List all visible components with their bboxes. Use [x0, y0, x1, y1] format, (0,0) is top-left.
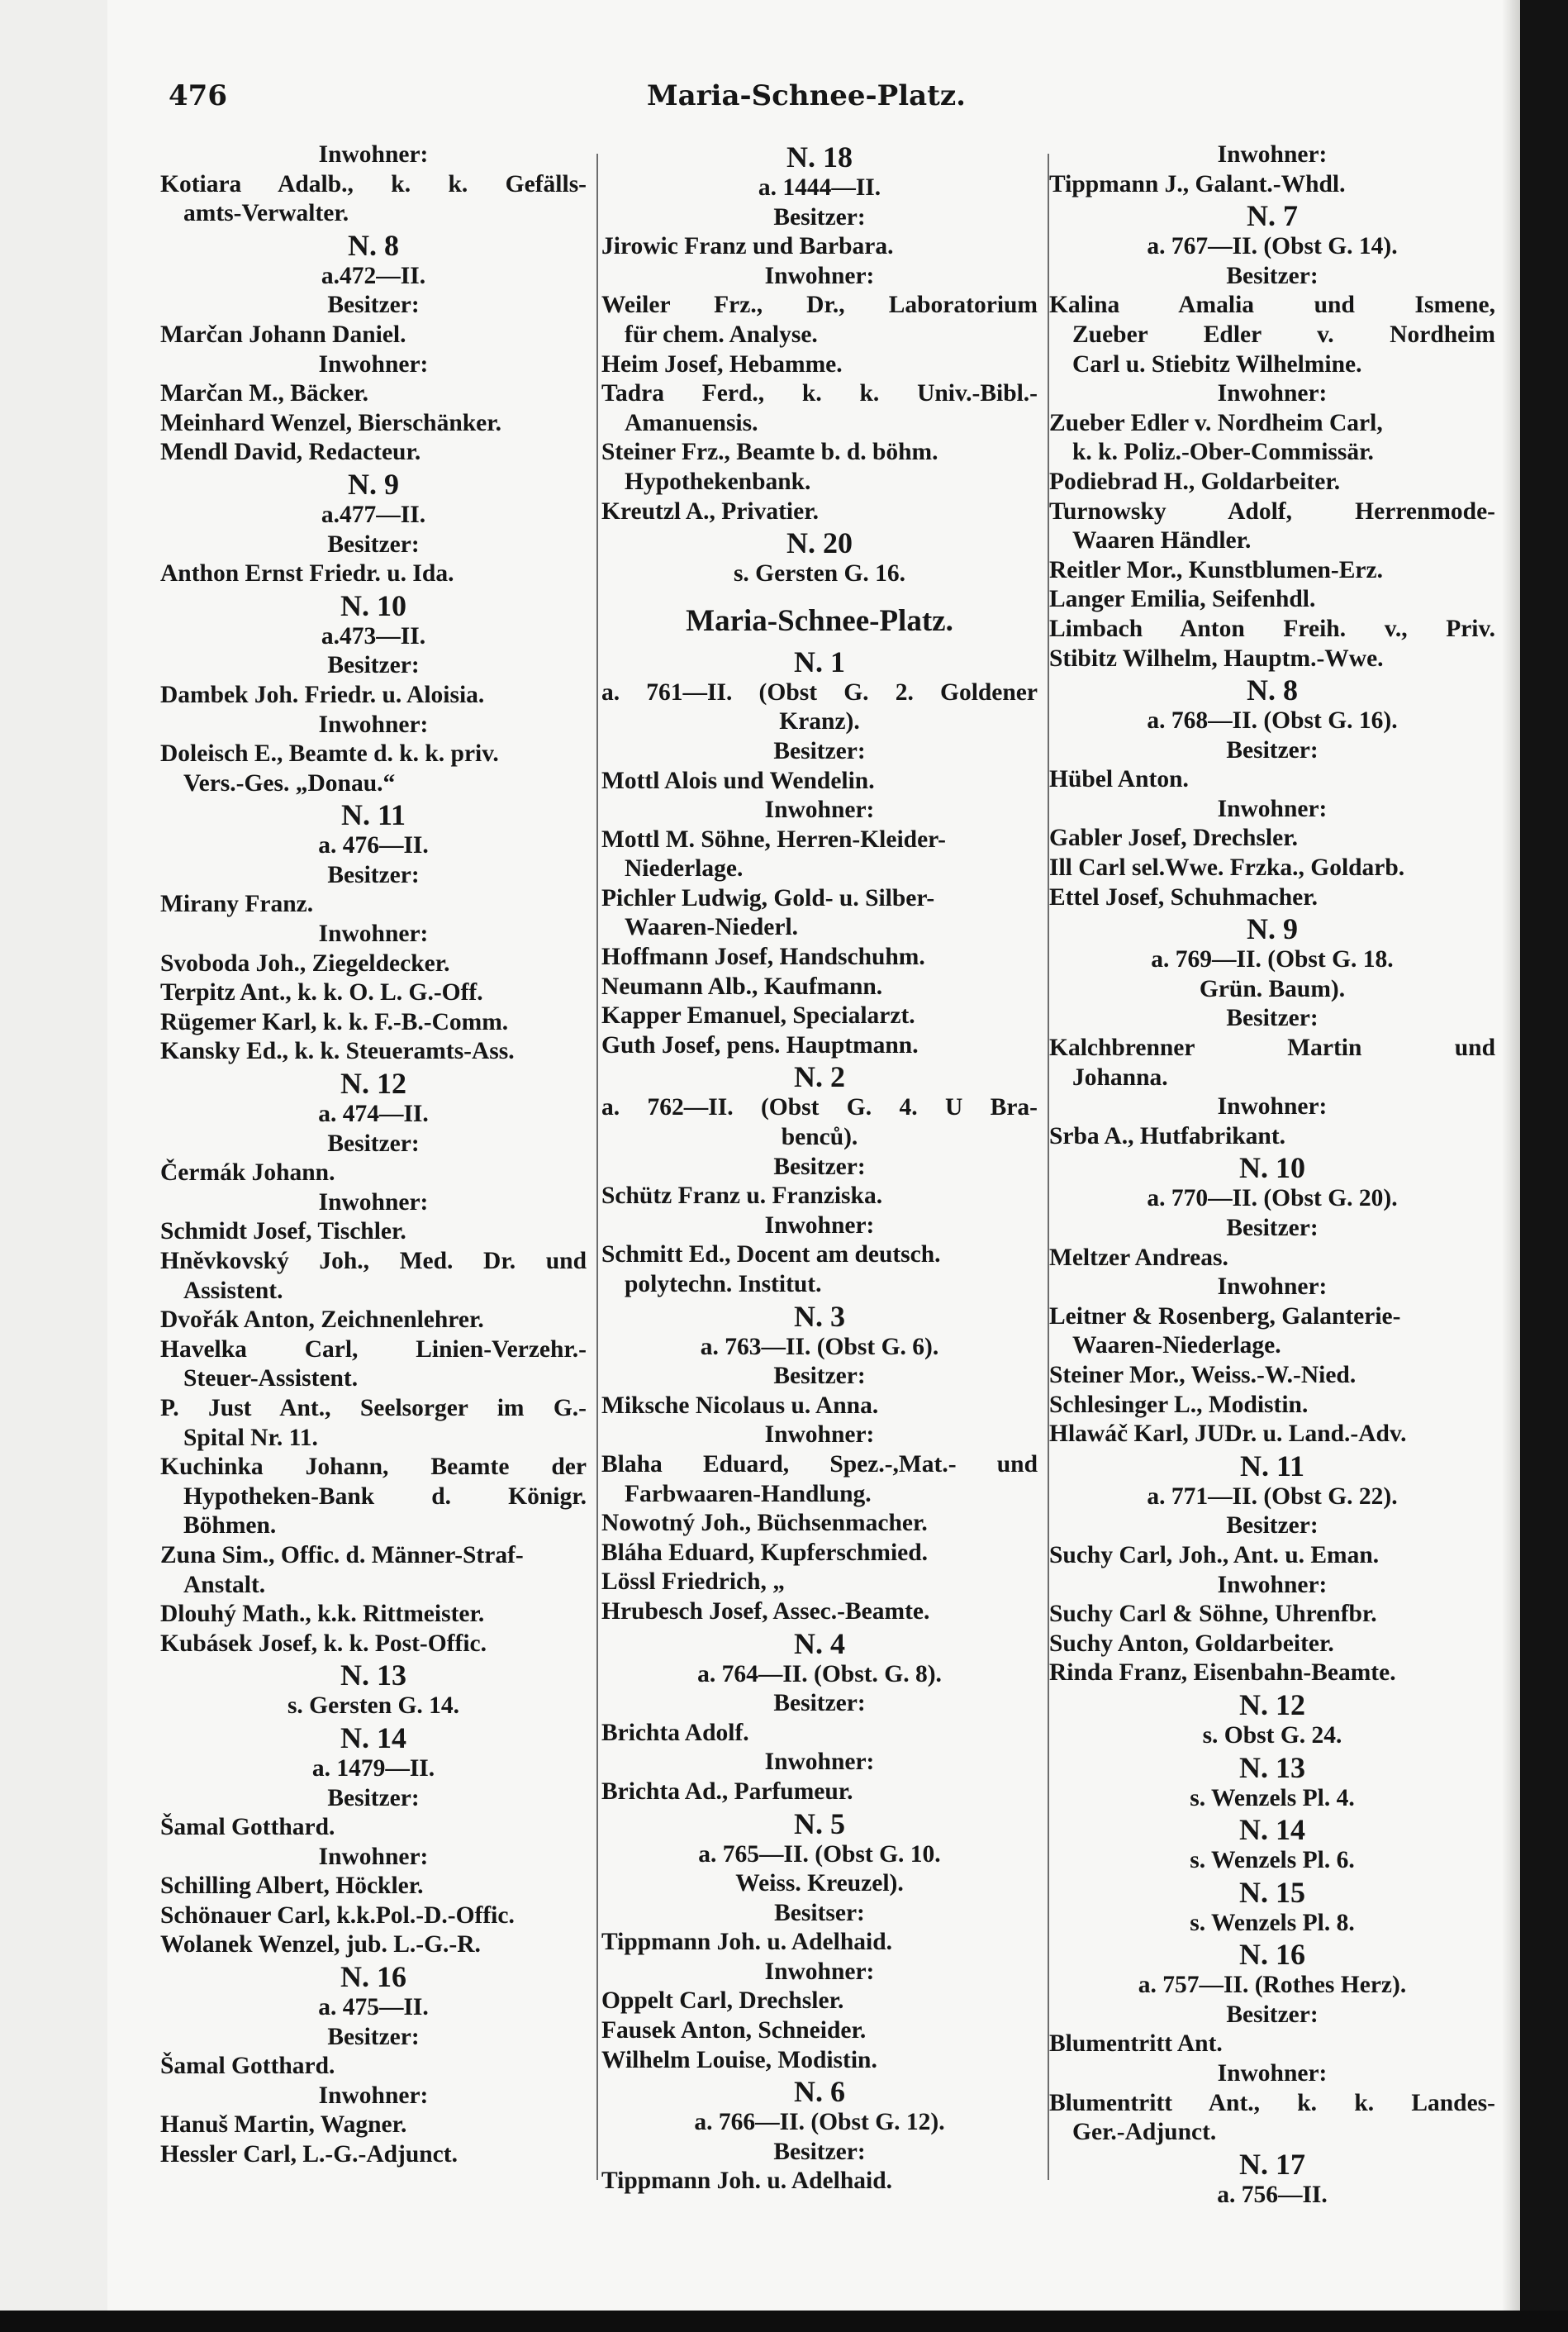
role-label: Inwohner:: [1217, 1093, 1328, 1121]
section-heading: Maria-Schnee-Platz.: [686, 603, 953, 638]
entry-line: Brichta Ad., Parfumeur.: [601, 1778, 853, 1805]
entry-line: k. k. Poliz.-Ober-Commissär.: [1072, 439, 1374, 466]
entry-line: Tadra Ferd., k. k. Univ.-Bibl.-: [601, 380, 1038, 407]
entry-line: Zueber Edler v. Nordheim Carl,: [1049, 409, 1383, 436]
entry-line: polytechn. Institut.: [625, 1271, 822, 1297]
entry-line: Hněvkovský Joh., Med. Dr. und: [160, 1248, 587, 1274]
entry-line: Kubásek Josef, k. k. Post-Offic.: [160, 1630, 487, 1657]
address-reference: a.472—II.: [321, 262, 426, 289]
role-label: Inwohner:: [318, 2082, 429, 2109]
entry-line: Suchy Carl, Joh., Ant. u. Eman.: [1049, 1541, 1380, 1568]
entry-line: Srba A., Hutfabrikant.: [1049, 1122, 1286, 1149]
role-label: Inwohner:: [1217, 1273, 1328, 1301]
entry-line: Ger.-Adjunct.: [1072, 2119, 1217, 2146]
entry-line: amts-Verwalter.: [183, 200, 349, 227]
role-label: Besitzer:: [773, 737, 866, 764]
role-label: Besitzer:: [1226, 1005, 1319, 1032]
role-label: Inwohner:: [1217, 795, 1328, 822]
entry-line: Oppelt Carl, Drechsler.: [601, 1987, 844, 2015]
entry-line: Grün. Baum).: [1199, 975, 1346, 1002]
entry-line: Mendl David, Redacteur.: [160, 439, 421, 466]
entry-line: Kalchbrenner Martin und: [1049, 1035, 1495, 1062]
role-label: Inwohner:: [1217, 380, 1328, 407]
house-number-heading: N. 8: [1247, 673, 1298, 707]
role-label: Inwohner:: [764, 262, 875, 289]
role-label: Inwohner:: [318, 921, 429, 948]
house-number-heading: N. 11: [1239, 1449, 1304, 1482]
entry-line: Mottl M. Söhne, Herren-Kleider-: [601, 826, 946, 853]
entry-line: Hrubesch Josef, Assec.-Beamte.: [601, 1597, 930, 1625]
entry-line: Kalina Amalia und Ismene,: [1049, 292, 1495, 319]
role-label: Besitzer:: [327, 2023, 420, 2050]
entry-line: Wilhelm Louise, Modistin.: [601, 2046, 877, 2073]
directory-column-middle: [601, 140, 1038, 2196]
entry-line: Waaren-Niederl.: [625, 914, 799, 941]
page-number: 476: [169, 79, 227, 112]
entry-line: Waaren Händler.: [1072, 527, 1252, 554]
house-number-heading: N. 17: [1239, 2147, 1305, 2181]
entry-line: für chem. Analyse.: [625, 321, 818, 348]
scan-border-bottom: [0, 2311, 1568, 2332]
entry-line: Weiler Frz., Dr., Laboratorium: [601, 292, 1038, 319]
role-label: Besitzer:: [1226, 262, 1319, 289]
address-reference: a. 474—II.: [318, 1101, 429, 1128]
house-number-heading: N. 6: [794, 2075, 845, 2109]
entry-line: Anstalt.: [183, 1571, 266, 1598]
address-reference: a. 769—II. (Obst G. 18.: [1151, 946, 1394, 973]
entry-line: Anthon Ernst Friedr. u. Ida.: [160, 560, 454, 588]
entry-line: Meinhard Wenzel, Bierschänker.: [160, 409, 501, 436]
role-label: Besitzer:: [1226, 736, 1319, 764]
role-label: Inwohner:: [1217, 1571, 1328, 1598]
column-rule-left: [596, 154, 598, 2180]
address-reference: s. Obst G. 24.: [1202, 1721, 1342, 1749]
entry-line: Šamal Gotthard.: [160, 1814, 335, 1841]
entry-line: Turnowsky Adolf, Herrenmode-: [1049, 497, 1495, 525]
role-label: Besitzer:: [327, 292, 420, 319]
entry-line: Rinda Franz, Eisenbahn-Beamte.: [1049, 1659, 1396, 1687]
directory-column-left: [160, 140, 587, 2170]
entry-line: Leitner & Rosenberg, Galanterie-: [1049, 1302, 1401, 1330]
entry-line: Vers.-Ges. „Donau.“: [183, 769, 396, 797]
role-label: Besitser:: [774, 1899, 865, 1926]
entry-line: Dambek Joh. Friedr. u. Aloisia.: [160, 681, 485, 708]
house-number-heading: N. 14: [1239, 1813, 1305, 1847]
entry-line: Lössl Friedrich, „: [601, 1568, 786, 1596]
role-label: Besitzer:: [773, 1363, 866, 1390]
address-reference: s. Gersten G. 14.: [287, 1692, 460, 1720]
address-reference: a. 766—II. (Obst G. 12).: [694, 2109, 945, 2136]
role-label: Besitzer:: [773, 203, 866, 231]
entry-line: Hessler Carl, L.-G.-Adjunct.: [160, 2141, 458, 2168]
house-number-heading: N. 20: [786, 526, 853, 560]
address-reference: a. 764—II. (Obst. G. 8).: [697, 1660, 942, 1687]
entry-line: Jirowic Franz und Barbara.: [601, 233, 894, 260]
entry-line: Šamal Gotthard.: [160, 2053, 335, 2080]
role-label: Inwohner:: [318, 711, 429, 738]
house-number-heading: N. 12: [1239, 1687, 1305, 1721]
house-number-heading: N. 14: [340, 1720, 406, 1754]
entry-line: Marčan Johann Daniel.: [160, 321, 406, 348]
house-number-heading: N. 2: [794, 1060, 845, 1094]
entry-line: Waaren-Niederlage.: [1072, 1332, 1281, 1359]
role-label: Besitzer:: [327, 1130, 420, 1157]
role-label: Besitzer:: [773, 1690, 866, 1717]
role-label: Besitzer:: [327, 531, 420, 558]
entry-line: Schönauer Carl, k.k.Pol.-D.-Offic.: [160, 1901, 515, 1929]
address-reference: a. 762—II. (Obst G. 4. U Bra-: [601, 1094, 1038, 1121]
role-label: Inwohner:: [1217, 2060, 1328, 2087]
page-header: [162, 79, 1451, 112]
entry-line: Blumentritt Ant.: [1049, 2030, 1223, 2058]
entry-line: Assistent.: [183, 1277, 283, 1304]
entry-line: Farbwaaren-Handlung.: [625, 1480, 872, 1507]
entry-line: Johanna.: [1072, 1064, 1168, 1091]
entry-line: benců).: [781, 1124, 858, 1151]
entry-line: Kreutzl A., Privatier.: [601, 497, 819, 525]
entry-line: Langer Emilia, Seifenhdl.: [1049, 586, 1316, 613]
entry-line: Hypotheken-Bank d. Königr.: [183, 1482, 587, 1510]
role-label: Besitzer:: [1226, 1512, 1319, 1540]
entry-line: Dvořák Anton, Zeichnenlehrer.: [160, 1306, 484, 1334]
entry-line: Niederlage.: [625, 855, 744, 883]
role-label: Inwohner:: [318, 1188, 429, 1216]
entry-line: Miksche Nicolaus u. Anna.: [601, 1392, 879, 1419]
entry-line: Tippmann Joh. u. Adelhaid.: [601, 2168, 892, 2195]
entry-line: P. Just Ant., Seelsorger im G.-: [160, 1394, 587, 1421]
address-reference: a. 763—II. (Obst G. 6).: [700, 1333, 939, 1360]
entry-line: Čermák Johann.: [160, 1159, 335, 1187]
entry-line: Hypothekenbank.: [625, 468, 811, 495]
entry-line: Carl u. Stiebitz Wilhelmine.: [1072, 350, 1362, 378]
address-reference: a. 770—II. (Obst G. 20).: [1147, 1185, 1398, 1212]
address-reference: a. 761—II. (Obst G. 2. Goldener: [601, 678, 1038, 706]
house-number-heading: N. 16: [340, 1960, 406, 1994]
address-reference: s. Wenzels Pl. 8.: [1190, 1909, 1355, 1936]
entry-line: Svoboda Joh., Ziegeldecker.: [160, 949, 450, 977]
house-number-heading: N. 10: [340, 588, 406, 622]
house-number-heading: N. 15: [1239, 1875, 1305, 1909]
entry-line: Hlawáč Karl, JUDr. u. Land.-Adv.: [1049, 1421, 1407, 1448]
entry-line: Schmitt Ed., Docent am deutsch.: [601, 1241, 941, 1268]
house-number-heading: N. 13: [1239, 1750, 1305, 1784]
entry-line: Gabler Josef, Drechsler.: [1049, 825, 1298, 852]
entry-line: Kuchinka Johann, Beamte der: [160, 1454, 587, 1481]
entry-line: Ettel Josef, Schuhmacher.: [1049, 883, 1319, 911]
house-number-heading: N. 9: [348, 467, 399, 501]
house-number-heading: N. 1: [794, 645, 845, 678]
entry-line: Böhmen.: [183, 1512, 277, 1540]
entry-line: Blumentritt Ant., k. k. Landes-: [1049, 2089, 1495, 2116]
role-label: Inwohner:: [764, 1211, 875, 1239]
role-label: Inwohner:: [318, 141, 429, 168]
address-reference: a. 765—II. (Obst G. 10.: [698, 1840, 941, 1868]
entry-line: Bláha Eduard, Kupferschmied.: [601, 1539, 929, 1566]
address-reference: a. 476—II.: [318, 832, 429, 859]
entry-line: Stibitz Wilhelm, Hauptm.-Wwe.: [1049, 645, 1384, 672]
entry-line: Dlouhý Math., k.k. Rittmeister.: [160, 1601, 485, 1628]
entry-line: Hübel Anton.: [1049, 766, 1189, 793]
entry-line: Schilling Albert, Höckler.: [160, 1873, 424, 1900]
house-number-heading: N. 11: [340, 798, 406, 832]
entry-line: Guth Josef, pens. Hauptmann.: [601, 1031, 919, 1059]
address-reference: s. Gersten G. 16.: [733, 560, 906, 588]
house-number-heading: N. 5: [794, 1806, 845, 1840]
role-label: Inwohner:: [318, 1843, 429, 1870]
entry-line: Neumann Alb., Kaufmann.: [601, 973, 883, 1000]
entry-line: Terpitz Ant., k. k. O. L. G.-Off.: [160, 979, 483, 1007]
entry-line: Doleisch E., Beamte d. k. k. priv.: [160, 740, 499, 768]
house-number-heading: N. 8: [348, 228, 399, 262]
address-reference: s. Wenzels Pl. 4.: [1190, 1784, 1355, 1811]
entry-line: Kansky Ed., k. k. Steueramts-Ass.: [160, 1038, 515, 1065]
address-reference: a. 475—II.: [318, 1994, 429, 2021]
role-label: Besitzer:: [327, 861, 420, 888]
entry-line: Fausek Anton, Schneider.: [601, 2017, 867, 2044]
scan-border-right: [1520, 0, 1568, 2332]
address-reference: a. 768—II. (Obst G. 16).: [1147, 707, 1398, 735]
entry-line: Schütz Franz u. Franziska.: [601, 1183, 883, 1210]
role-label: Besitzer:: [773, 2138, 866, 2165]
directory-column-right: [1049, 140, 1495, 2210]
role-label: Inwohner:: [764, 1421, 875, 1449]
entry-line: Hoffmann Josef, Handschuhm.: [601, 944, 925, 971]
house-number-heading: N. 18: [786, 140, 853, 174]
address-reference: a. 1444—II.: [758, 174, 881, 201]
entry-line: Suchy Anton, Goldarbeiter.: [1049, 1630, 1334, 1657]
entry-line: Zueber Edler v. Nordheim: [1072, 321, 1495, 348]
address-reference: a.473—II.: [321, 622, 426, 650]
entry-line: Blaha Eduard, Spez.-,Mat.- und: [601, 1450, 1038, 1478]
role-label: Besitzer:: [327, 1784, 420, 1811]
house-number-heading: N. 12: [340, 1067, 406, 1101]
role-label: Inwohner:: [1217, 141, 1328, 168]
role-label: Inwohner:: [764, 797, 875, 824]
entry-line: Kotiara Adalb., k. k. Gefälls-: [160, 170, 587, 198]
house-number-heading: N. 10: [1239, 1151, 1305, 1185]
address-reference: a. 1479—II.: [311, 1754, 435, 1782]
entry-line: Steiner Frz., Beamte b. d. böhm.: [601, 439, 938, 466]
entry-line: Weiss. Kreuzel).: [735, 1870, 904, 1897]
address-reference: a. 756—II.: [1217, 2181, 1328, 2208]
entry-line: Zuna Sim., Offic. d. Männer-Straf-: [160, 1541, 524, 1568]
entry-line: Pichler Ludwig, Gold- u. Silber-: [601, 884, 935, 911]
entry-line: Mottl Alois und Wendelin.: [601, 767, 875, 794]
entry-line: Steuer-Assistent.: [183, 1365, 359, 1392]
entry-line: Mirany Franz.: [160, 891, 314, 918]
entry-line: Spital Nr. 11.: [183, 1424, 318, 1451]
entry-line: Kranz).: [779, 708, 860, 735]
entry-line: Heim Josef, Hebamme.: [601, 350, 843, 378]
role-label: Besitzer:: [327, 652, 420, 679]
entry-line: Ill Carl sel.Wwe. Frzka., Goldarb.: [1049, 854, 1405, 882]
entry-line: Suchy Carl & Söhne, Uhrenfbr.: [1049, 1601, 1377, 1628]
entry-line: Kapper Emanuel, Specialarzt.: [601, 1002, 915, 1030]
entry-line: Rügemer Karl, k. k. F.-B.-Comm.: [160, 1008, 509, 1035]
address-reference: a. 757—II. (Rothes Herz).: [1138, 1972, 1407, 1999]
role-label: Besitzer:: [773, 1153, 866, 1180]
role-label: Besitzer:: [1226, 1215, 1319, 1241]
entry-line: Schmidt Josef, Tischler.: [160, 1218, 406, 1245]
role-label: Inwohner:: [318, 350, 429, 378]
role-label: Inwohner:: [764, 1958, 875, 1985]
entry-line: Limbach Anton Freih. v., Priv.: [1049, 615, 1495, 642]
house-number-heading: N. 16: [1239, 1938, 1305, 1972]
entry-line: Meltzer Andreas.: [1049, 1244, 1228, 1271]
entry-line: Hanuš Martin, Wagner.: [160, 2111, 407, 2139]
address-reference: a.477—II.: [321, 501, 426, 528]
entry-line: Havelka Carl, Linien-Verzehr.-: [160, 1335, 587, 1363]
entry-line: Brichta Adolf.: [601, 1719, 749, 1746]
house-number-heading: N. 13: [340, 1659, 406, 1692]
address-reference: a. 767—II. (Obst G. 14).: [1147, 233, 1398, 260]
role-label: Besitzer:: [1226, 2001, 1319, 2028]
house-number-heading: N. 4: [794, 1626, 845, 1660]
entry-line: Tippmann Joh. u. Adelhaid.: [601, 1929, 892, 1956]
house-number-heading: N. 7: [1247, 199, 1298, 233]
address-reference: a. 771—II. (Obst G. 22).: [1147, 1482, 1398, 1510]
house-number-heading: N. 9: [1247, 912, 1298, 946]
entry-line: Reitler Mor., Kunstblumen-Erz.: [1049, 556, 1383, 583]
entry-line: Wolanek Wenzel, jub. L.-G.-R.: [160, 1931, 481, 1958]
entry-line: Tippmann J., Galant.-Whdl.: [1049, 170, 1346, 198]
role-label: Inwohner:: [764, 1749, 875, 1776]
entry-line: Podiebrad H., Goldarbeiter.: [1049, 468, 1341, 495]
entry-line: Marčan M., Bäcker.: [160, 380, 369, 407]
entry-line: Amanuensis.: [625, 409, 758, 436]
address-reference: s. Wenzels Pl. 6.: [1190, 1847, 1355, 1874]
page-edge-shadow: [1502, 0, 1520, 2332]
running-title: Maria-Schnee-Platz.: [646, 79, 967, 112]
entry-line: Steiner Mor., Weiss.-W.-Nied.: [1049, 1361, 1357, 1388]
house-number-heading: N. 3: [794, 1299, 845, 1333]
entry-line: Schlesinger L., Modistin.: [1049, 1391, 1309, 1418]
entry-line: Nowotný Joh., Büchsenmacher.: [601, 1510, 928, 1537]
